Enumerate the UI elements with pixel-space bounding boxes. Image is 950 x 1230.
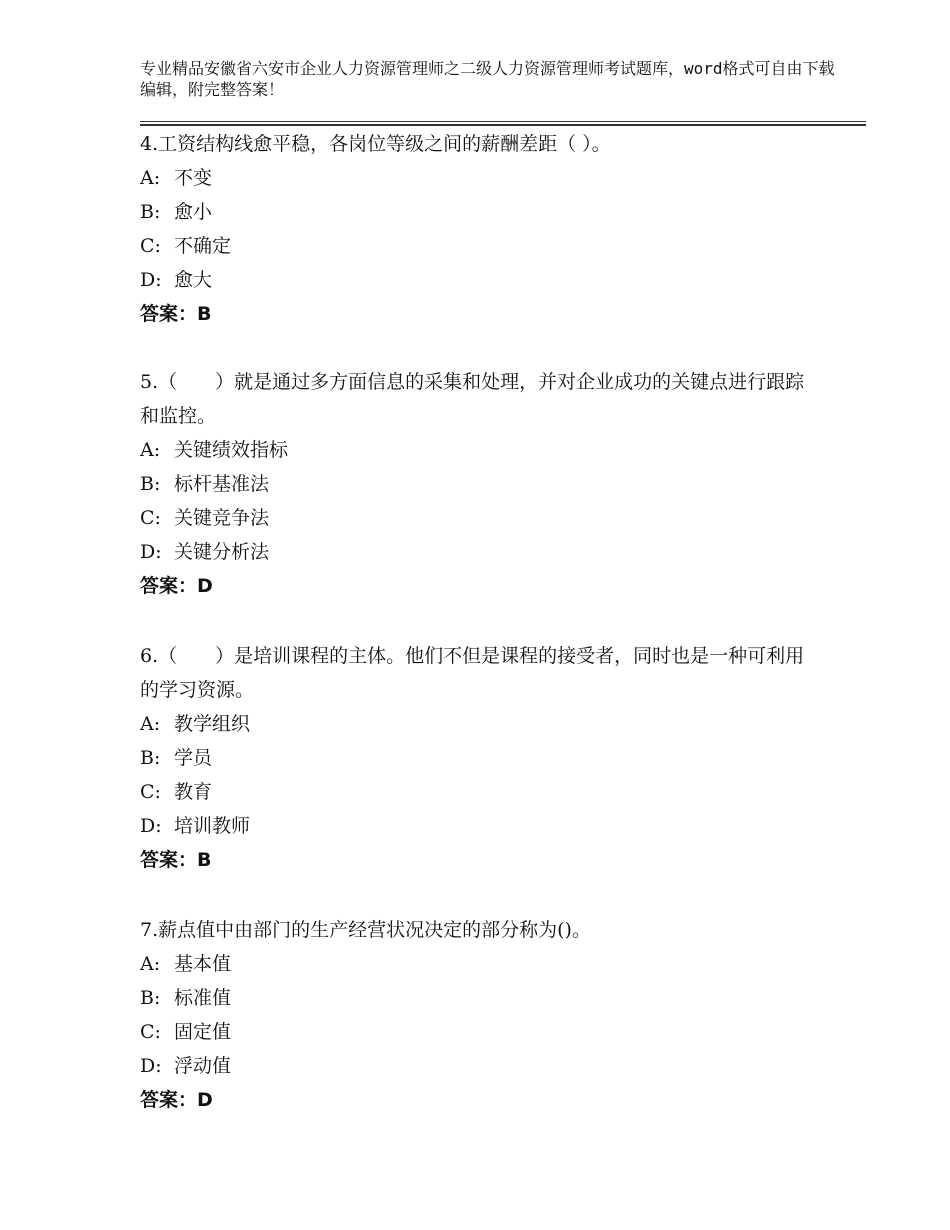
option-text: 学员 (174, 747, 213, 769)
option-text: 关键分析法 (174, 541, 270, 563)
option-text: 教学组织 (174, 713, 251, 735)
option-key: B: (140, 987, 161, 1009)
header-divider-thick (140, 124, 866, 126)
question-5 (140, 365, 820, 603)
option-text: 标准值 (174, 987, 232, 1009)
question-stem: 4.工资结构线愈平稳，各岗位等级之间的薪酬差距（ ）。 (140, 133, 611, 155)
option-key: D: (140, 815, 162, 837)
option-c (140, 501, 820, 535)
option-key: D: (140, 541, 162, 563)
question-stem: 5.（ ）就是通过多方面信息的采集和处理，并对企业成功的关键点进行跟踪和监控。 (140, 371, 805, 427)
header-divider-thin (140, 121, 866, 122)
option-a (140, 161, 820, 195)
option-text: 关键绩效指标 (174, 439, 289, 461)
question-stem: 6.（ ）是培训课程的主体。他们不但是课程的接受者，同时也是一种可利用的学习资源。 (140, 645, 805, 701)
option-key: C: (140, 1021, 161, 1043)
option-d (140, 263, 820, 297)
question-4 (140, 127, 820, 331)
option-key: D: (140, 269, 162, 291)
option-c (140, 775, 820, 809)
option-key: A: (140, 953, 161, 975)
option-key: C: (140, 235, 161, 257)
answer-line: 答案：B (140, 849, 212, 871)
option-key: B: (140, 473, 161, 495)
option-d (140, 535, 820, 569)
option-b (140, 981, 820, 1015)
answer-line: 答案：D (140, 575, 213, 597)
option-d (140, 1049, 820, 1083)
option-text: 愈小 (174, 201, 213, 223)
option-b (140, 467, 820, 501)
option-text: 固定值 (174, 1021, 232, 1043)
option-d (140, 809, 820, 843)
option-c (140, 229, 820, 263)
option-text: 愈大 (174, 269, 213, 291)
option-key: A: (140, 439, 161, 461)
option-b (140, 195, 820, 229)
option-key: A: (140, 713, 161, 735)
option-text: 不变 (174, 167, 213, 189)
question-stem: 7.薪点值中由部门的生产经营状况决定的部分称为()。 (140, 919, 591, 941)
option-text: 培训教师 (174, 815, 251, 837)
option-text: 不确定 (174, 235, 232, 257)
answer-line: 答案：B (140, 303, 212, 325)
option-key: C: (140, 781, 161, 803)
option-c (140, 1015, 820, 1049)
answer-line: 答案：D (140, 1089, 213, 1111)
option-a (140, 947, 820, 981)
page-header: 专业精品安徽省六安市企业人力资源管理师之二级人力资源管理师考试题库，word格式可自由下载编辑，附完整答案！ (140, 59, 835, 99)
option-text: 关键竞争法 (174, 507, 270, 529)
option-key: B: (140, 747, 161, 769)
option-key: D: (140, 1055, 162, 1077)
option-key: C: (140, 507, 161, 529)
option-key: B: (140, 201, 161, 223)
option-a (140, 707, 820, 741)
option-text: 教育 (174, 781, 213, 803)
option-text: 基本值 (174, 953, 232, 975)
question-6 (140, 639, 820, 877)
question-7 (140, 913, 820, 1117)
option-text: 浮动值 (174, 1055, 232, 1077)
option-text: 标杆基准法 (174, 473, 270, 495)
option-key: A: (140, 167, 161, 189)
option-b (140, 741, 820, 775)
option-a (140, 433, 820, 467)
